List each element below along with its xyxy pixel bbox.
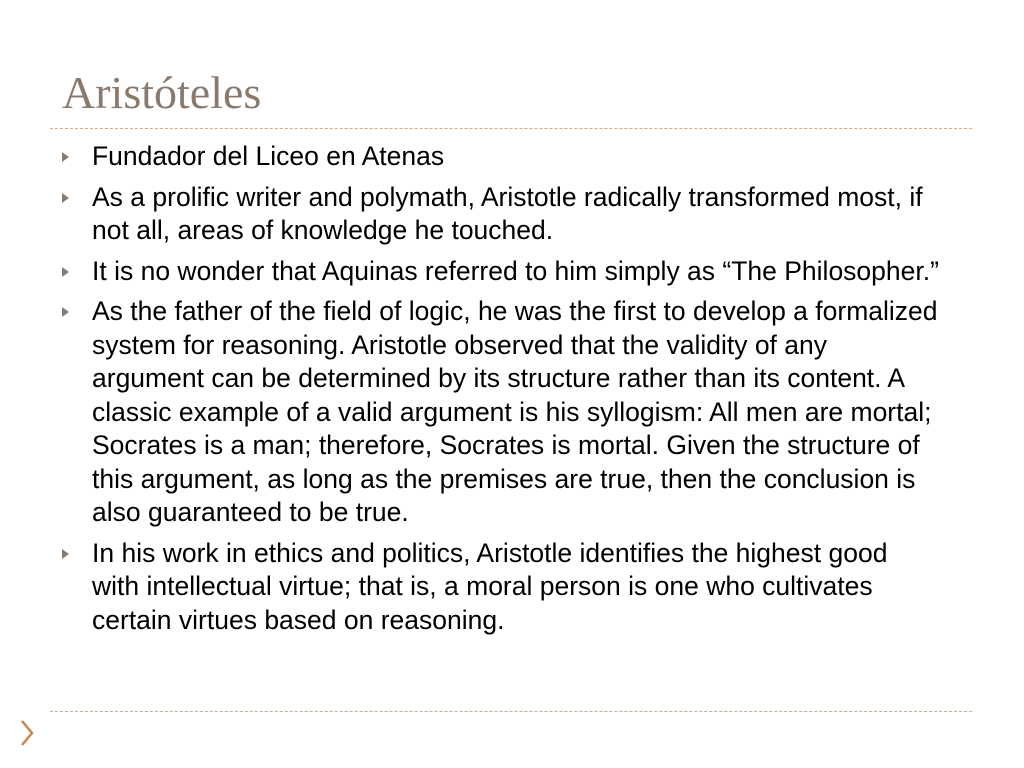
top-divider: [50, 128, 972, 129]
triangle-bullet-icon: [62, 267, 69, 277]
bullet-item: [60, 181, 940, 248]
bottom-divider: [50, 711, 972, 712]
bullet-list: [60, 140, 940, 644]
triangle-bullet-icon: [62, 307, 69, 317]
bullet-text: As a prolific writer and polymath, Aristotle radically transformed most, if not all, areas of knowledge he touched.: [92, 181, 923, 245]
chevron-corner-icon: [20, 718, 34, 748]
bullet-text: In his work in ethics and politics, Aristotle identifies the highest good with intellectual virtue; that is, a moral person is one who cultivates certain virtues based on reasoning.: [92, 537, 888, 635]
triangle-bullet-icon: [62, 152, 69, 162]
bullet-item: [60, 140, 940, 174]
bullet-text: It is no wonder that Aquinas referred to him simply as “The Philosopher.”: [92, 255, 939, 286]
bullet-item: [60, 537, 940, 638]
triangle-bullet-icon: [62, 549, 69, 559]
slide-title: Aristóteles: [62, 67, 262, 118]
bullet-item: [60, 255, 940, 289]
bullet-text: Fundador del Liceo en Atenas: [92, 141, 445, 171]
bullet-item: [60, 295, 940, 530]
bullet-text: As the father of the field of logic, he was the first to develop a formalized system for reasoning. Aristotle observed that the validity of any argument can be determined by its structure rather than its content. A classic example of a valid argument is his syllogism: All men are mortal; Socrates is a man; therefore, Socrates is mortal. Given the structure of this argument, as long as the premises are true, then the conclusion is also guaranteed to be true.: [92, 296, 938, 527]
triangle-bullet-icon: [62, 193, 69, 203]
